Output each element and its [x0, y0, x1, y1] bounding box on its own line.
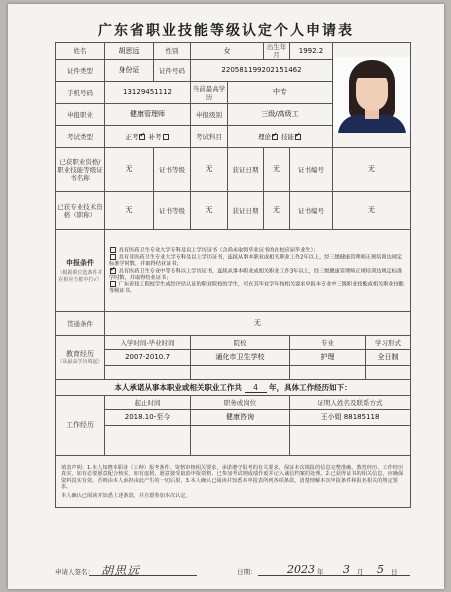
conditions-label-cell	[56, 230, 105, 312]
education-label: 教育经历	[66, 350, 94, 359]
date-month-unit: 月	[357, 568, 364, 576]
condition-item: 广东省技工院校学生或经评估认证的职业院校的学生，可在其毕业学年按相关要求申报本专业中三级职业技能或相关职业技能等级证书。	[109, 281, 404, 294]
cert-label: 已获职业资格/职业技能等级证书名称	[56, 148, 105, 192]
title-level-label: 证书等级	[154, 192, 191, 230]
subject-theory-checkbox[interactable]	[272, 134, 278, 140]
condition-item: 具有非医药卫生专业大学专科及以上学历证书，连续从事本职业或相关职业工作2年以上，经三级健康管理师正规培训达规定标准学时数，并取得结业证书；	[109, 254, 403, 267]
birth-label: 出生年月	[264, 43, 290, 60]
table-row	[56, 366, 411, 380]
edu-header-period: 入学时间-毕业时间	[105, 336, 191, 350]
date-month: 3	[343, 563, 350, 576]
work-header-reference: 证明人姓名及联系方式	[290, 396, 411, 410]
title-number-value: 无	[333, 192, 411, 230]
title-level-value: 无	[191, 192, 228, 230]
condition-1-checkbox[interactable]	[110, 247, 116, 253]
confirm-text: 本人确认已阅读并知悉上述条款，并自愿参加本次认定。	[61, 492, 191, 499]
date-day: 5	[377, 563, 384, 576]
edu-mode: 全日制	[366, 350, 411, 366]
form-title: 广东省职业技能等级认定个人申请表	[98, 23, 354, 39]
subject-opt-skill: 技能	[281, 132, 295, 141]
exam-opt-regular: 正考	[125, 132, 139, 141]
condition-item: ✓ 具有医药卫生专业中等专科以上学历证书，连续从事本职业或相关职业工作3年以上，经三级健康管理师正规培训达规定标准学时数，并取得结业证书；	[109, 268, 406, 282]
conditions-label: 申报条件	[66, 258, 94, 267]
work-reference: 王小姐 88185118	[290, 410, 411, 426]
edu-header-school: 院校	[191, 336, 290, 350]
edu-period: 2007-2010.7	[105, 350, 191, 366]
form-table	[55, 42, 411, 508]
date-year-unit: 年	[317, 568, 324, 576]
exam-type-label: 考试类型	[56, 126, 105, 148]
job-value: 健康管理师	[105, 104, 191, 126]
cert-level-value: 无	[191, 148, 228, 192]
level-value: 三级/高级工	[228, 104, 333, 126]
subject-label: 考试科目	[191, 126, 228, 148]
cert-date-label: 获证日期	[228, 148, 264, 192]
applicant-signature: 胡思远	[101, 564, 141, 578]
exam-opt-makeup: 补考	[148, 132, 162, 141]
id-type-value: 身份证	[105, 60, 154, 82]
exam-regular-checkbox[interactable]	[139, 134, 145, 140]
job-label: 申报职业	[56, 104, 105, 126]
gender-value: 女	[191, 43, 264, 60]
cert-date-value: 无	[264, 148, 290, 192]
work-position: 健康咨询	[191, 410, 290, 426]
work-label: 工作经历	[56, 396, 105, 456]
program-value: 无	[105, 312, 411, 336]
edu-label: 当前最高学历	[191, 82, 228, 104]
birth-value: 1992.2	[290, 43, 333, 60]
id-type-label: 证件类型	[56, 60, 105, 82]
conditions-sub-label: （根据职位选条件并在相应方框中打√）	[57, 270, 103, 283]
cert-name-value: 无	[105, 148, 154, 192]
work-period: 2018.10-至今	[105, 410, 191, 426]
date-day-unit: 日	[391, 568, 398, 576]
work-header-position: 职务或岗位	[191, 396, 290, 410]
exam-makeup-checkbox[interactable]	[163, 134, 169, 140]
gender-label: 性别	[154, 43, 191, 60]
program-label: 贯通条件	[56, 312, 105, 336]
phone-value: 13129451112	[105, 82, 191, 104]
edu-value: 中专	[228, 82, 333, 104]
education-sub-label: （从最高学历填起）	[57, 359, 103, 365]
title-date-label: 获证日期	[228, 192, 264, 230]
work-years: 4	[245, 383, 267, 393]
education-label-cell	[56, 336, 105, 380]
table-row	[56, 410, 411, 426]
edu-major: 护理	[290, 350, 366, 366]
cert-number-label: 证书编号	[290, 148, 333, 192]
level-label: 申报级别	[191, 104, 228, 126]
title-number-label: 证书编号	[290, 192, 333, 230]
edu-header-major: 专业	[290, 336, 366, 350]
edu-school: 通化市卫生学校	[191, 350, 290, 366]
phone-label: 手机号码	[56, 82, 105, 104]
date-year: 2023	[287, 563, 315, 576]
title-date-value: 无	[264, 192, 290, 230]
conditions-list	[105, 230, 411, 312]
signature-label: 申请人签名：	[55, 568, 94, 576]
work-header-period: 起止时间	[105, 396, 191, 410]
condition-4-checkbox[interactable]	[110, 281, 116, 287]
cert-number-value: 无	[333, 148, 411, 192]
work-pledge: 本人承诺从事本职业或相关职业工作共 4 年，具体工作经历如下：	[56, 380, 411, 396]
application-form	[8, 4, 444, 589]
name-value: 胡思远	[105, 43, 154, 60]
portrait-image	[334, 57, 410, 133]
id-no-value: 220581199202151462	[191, 60, 333, 82]
table-row	[56, 426, 411, 456]
cert-level-label: 证书等级	[154, 148, 191, 192]
condition-3-checkbox[interactable]	[110, 268, 116, 274]
condition-2-checkbox[interactable]	[110, 254, 116, 260]
subject-opt-theory: 理论	[257, 132, 271, 141]
declaration-notice: 填表声明：1.本人知晓本职业（工种）报考条件、资格审核相关要求，承诺遵守报考的有关要求，保证本次填报的信息完整准确，教育经历、工作经历真实，如有必要愿意配合核实。如有虚假，愿意接受取消申报资格、已参加考试则成绩作废并记入诚信档案的处理。2.已获得证书的相关信息，应确保资料真实有效，否则由本人承担由此产生的一切后果。3.本人确认已阅读并知悉本申报表所列各项条款，清楚理解本次申报条件和报名相关的规定要求。 本人确认已阅读并知悉上述条款，并自愿参加本次认定。	[56, 456, 411, 508]
exam-type-options	[105, 126, 191, 148]
name-label: 姓名	[56, 43, 105, 60]
edu-header-mode: 学习形式	[366, 336, 411, 350]
date-label: 日期：	[237, 568, 257, 576]
title-cert-value: 无	[105, 192, 154, 230]
table-row	[56, 350, 411, 366]
subject-options	[228, 126, 333, 148]
subject-skill-checkbox[interactable]	[295, 134, 301, 140]
condition-item: 具有医药卫生专业大学专科及以上学历证书（含尚未取得毕业证书的在校应届毕业生）；	[109, 247, 406, 254]
title-cert-label: 已获专业技术资格（职称）	[56, 192, 105, 230]
id-no-label: 证件号码	[154, 60, 191, 82]
applicant-photo	[333, 43, 411, 148]
